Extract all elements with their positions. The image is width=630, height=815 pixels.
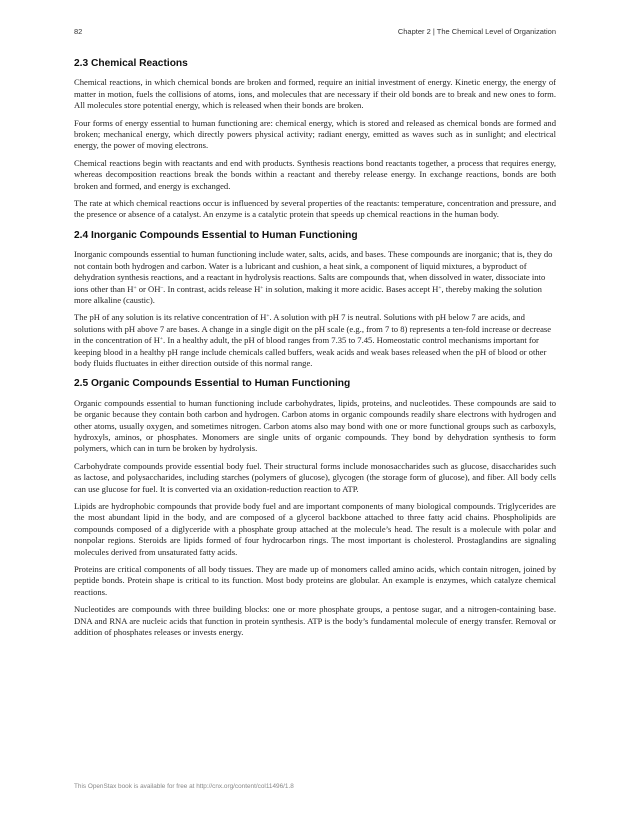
paragraph: Organic compounds essential to human functioning include carbohydrates, lipids, proteins, and nucleotides. These compounds are said to be organic because they contain both carbon and hydrogen. Carbon atoms in organic compounds readily share electrons with hydrogen and other atoms, usually oxygen, and sometimes nitrogen. Carbon atoms also may bond with one or more functional groups such as carboxyls, hydroxyls, aminos, or phosphates. Monomers are single units of organic compounds. They bond by dehydration synthesis to form polymers, which can in turn be broken by hydrolysis. bbox=[74, 397, 556, 454]
paragraph: Chemical reactions begin with reactants and end with products. Synthesis reactions bond reactants together, a process that requires energy, whereas decomposition reactions break the bonds within a reactant and thereby release energy. In exchange reactions, bonds are both broken and formed, and energy is exchanged. bbox=[74, 157, 556, 191]
text-run: . In contrast, acids release H bbox=[163, 283, 261, 294]
paragraph: Chemical reactions, in which chemical bonds are broken and formed, require an initial investment of energy. Kinetic energy, the energy of matter in motion, fuels the collisions of atoms, ions, and molecules that are necessary if their old bonds are to break and new ones to form. All molecules store potential energy, which is released when their bonds are broken. bbox=[74, 77, 556, 111]
section-chemical-reactions bbox=[74, 58, 556, 221]
section-organic-compounds bbox=[74, 378, 556, 638]
section-heading: 2.4 Inorganic Compounds Essential to Human Functioning bbox=[74, 229, 358, 241]
page-number: 82 bbox=[74, 27, 83, 36]
paragraph bbox=[74, 312, 556, 369]
paragraph: Nucleotides are compounds with three building blocks: one or more phosphate groups, a pentose sugar, and a nitrogen-containing base. DNA and RNA are nucleic acids that function in protein synthesis. ATP is the body’s fundamental molecule of energy transfer. Removal or addition of phosphates releases or invests energy. bbox=[74, 604, 556, 638]
superscript: + bbox=[159, 336, 164, 343]
superscript: + bbox=[133, 284, 137, 291]
superscript: – bbox=[160, 284, 164, 291]
text-run: Inorganic compounds essential to human functioning include water, salts, acids, and bases. These compounds are inorganic; that is, they do not contain both hydrogen and carbon. Water is a lubricant and cushion, a heat sink, a component of liquid mixtures, a byproduct of dehydration synthesis reactions, and a reactant in hydrolysis reactions. Salts are compounds that, when dissolved in water, dissociate into ions other than H bbox=[74, 249, 553, 294]
paragraph: Carbohydrate compounds provide essential body fuel. Their structural forms include monosaccharides such as glucose, disaccharides such as lactose, and polysaccharides, including starches (polymers of glucose), glycogen (the storage form of glucose), and fiber. All body cells can use glucose for fuel. It is converted via an oxidation-reduction reaction to ATP. bbox=[74, 460, 556, 494]
page-content bbox=[74, 58, 556, 647]
superscript: + bbox=[260, 284, 264, 291]
paragraph: The rate at which chemical reactions occur is influenced by several properties of the reactants: temperature, concentration and pressure, and the presence or absence of a catalyst. An enzyme is a catalytic protein that speeds up chemical reactions in the human body. bbox=[74, 198, 556, 220]
text-run: or OH bbox=[136, 283, 161, 294]
text-run: , thereby making the solution more alkaline (caustic). bbox=[74, 283, 542, 305]
page-footer: This OpenStax book is available for free at http://cnx.org/content/col11496/1.8 bbox=[74, 783, 294, 790]
superscript: + bbox=[266, 313, 270, 320]
paragraph bbox=[74, 249, 556, 306]
section-heading: 2.5 Organic Compounds Essential to Human Functioning bbox=[74, 378, 351, 390]
text-run: . A solution with pH 7 is neutral. Solutions with pH below 7 are acids, and solutions with pH above 7 are bases. A change in a single digit on the pH scale (e.g., from 7 to 8) represents a ten-fold increase or decrease in the concentration of H bbox=[74, 312, 552, 346]
paragraph: Four forms of energy essential to human functioning are: chemical energy, which is stored and released as chemical bonds are formed and broken; mechanical energy, which directly powers physical activity; radiant energy, emitted as waves such as in sunlight; and electrical energy, the power of moving electrons. bbox=[74, 117, 556, 151]
paragraph: Proteins are critical components of all body tissues. They are made up of monomers called amino acids, which contain nitrogen, joined by peptide bonds. Protein shape is critical to its function. Most body proteins are globular. An example is enzymes, which catalyze chemical reactions. bbox=[74, 564, 556, 597]
paragraph: Lipids are hydrophobic compounds that provide body fuel and are important components of many biological compounds. Triglycerides are the most abundant lipid in the body, and are composed of a glycerol backbone attached to three fatty acid chains. Phospholipids are compounds composed of a diglyceride with a phosphate group attached at the molecule’s head. The result is a molecule with polar and nonpolar regions. Steroids are lipids formed of four hydrocarbon rings. The most important is cholesterol. Prostaglandins are signaling molecules derived from unsaturated fatty acids. bbox=[74, 501, 556, 557]
section-inorganic-compounds bbox=[74, 230, 556, 369]
text-run: in solution, making it more acidic. Bases accept H bbox=[263, 283, 439, 294]
text-run: The pH of any solution is its relative concentration of H bbox=[74, 312, 267, 323]
superscript: + bbox=[438, 284, 442, 291]
text-run: . In a healthy adult, the pH of blood ranges from 7.35 to 7.45. Homeostatic control mechanisms important for keeping blood in a healthy pH range include chemicals called buffers, weak acids and weak bases released when the pH of blood or other body fluids fluctuates in either direction outside of this normal range. bbox=[74, 335, 547, 368]
section-heading: 2.3 Chemical Reactions bbox=[74, 58, 188, 69]
chapter-title: Chapter 2 | The Chemical Level of Organization bbox=[397, 27, 556, 36]
